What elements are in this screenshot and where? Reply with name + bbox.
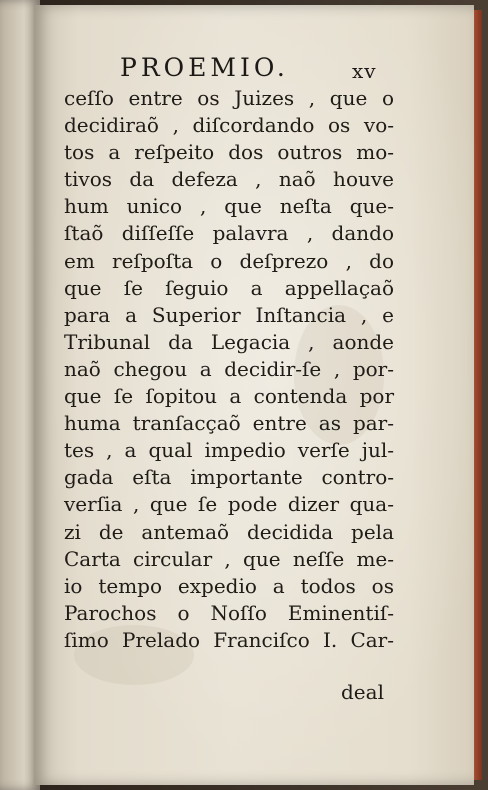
text-line: tivos da defeza , naõ houve (64, 167, 394, 192)
text-line: ſtaõ diſſeſſe palavra , dando (64, 221, 394, 246)
text-line: que ſe ſopitou a contenda por (64, 384, 394, 409)
text-line: ceſſo entre os Juizes , que o (64, 86, 394, 110)
text-line: Parochos o Noſſo Eminentiſ- (64, 600, 394, 625)
book-page (34, 5, 474, 785)
body-text (64, 85, 394, 654)
text-line: decidiraõ , diſcordando os vo- (64, 113, 394, 138)
text-line: para a Superior Inſtancia , e (64, 302, 394, 327)
text-line: zi de antemaõ decidida pela (64, 519, 394, 544)
text-line: em reſpoſta o deſprezo , do (64, 248, 394, 273)
catchword: deal (341, 680, 384, 704)
text-line: huma tranſacçaõ entre as par- (64, 411, 394, 436)
text-line: que ſe ſeguio a appellaçaõ (64, 275, 394, 300)
text-line: Carta circular , que neſſe me- (64, 546, 394, 571)
text-line: tes , a qual impedio verſe jul- (64, 438, 394, 463)
text-line: io tempo expedio a todos os (64, 573, 394, 598)
page-title: PROEMIO. (120, 53, 289, 82)
text-line: naõ chegou a decidir-ſe , por- (64, 356, 394, 381)
page-number: xv (352, 59, 377, 83)
text-line: verſia , que ſe pode dizer qua- (64, 492, 394, 517)
text-line: tos a reſpeito dos outros mo- (64, 140, 394, 165)
text-line: hum unico , que neſta que- (64, 194, 394, 219)
text-line: gada eſta importante contro- (64, 465, 394, 490)
text-line: ſimo Prelado Franciſco I. Car- (64, 627, 394, 652)
text-line: Tribunal da Legacia , aonde (64, 329, 394, 354)
running-head (34, 53, 474, 87)
